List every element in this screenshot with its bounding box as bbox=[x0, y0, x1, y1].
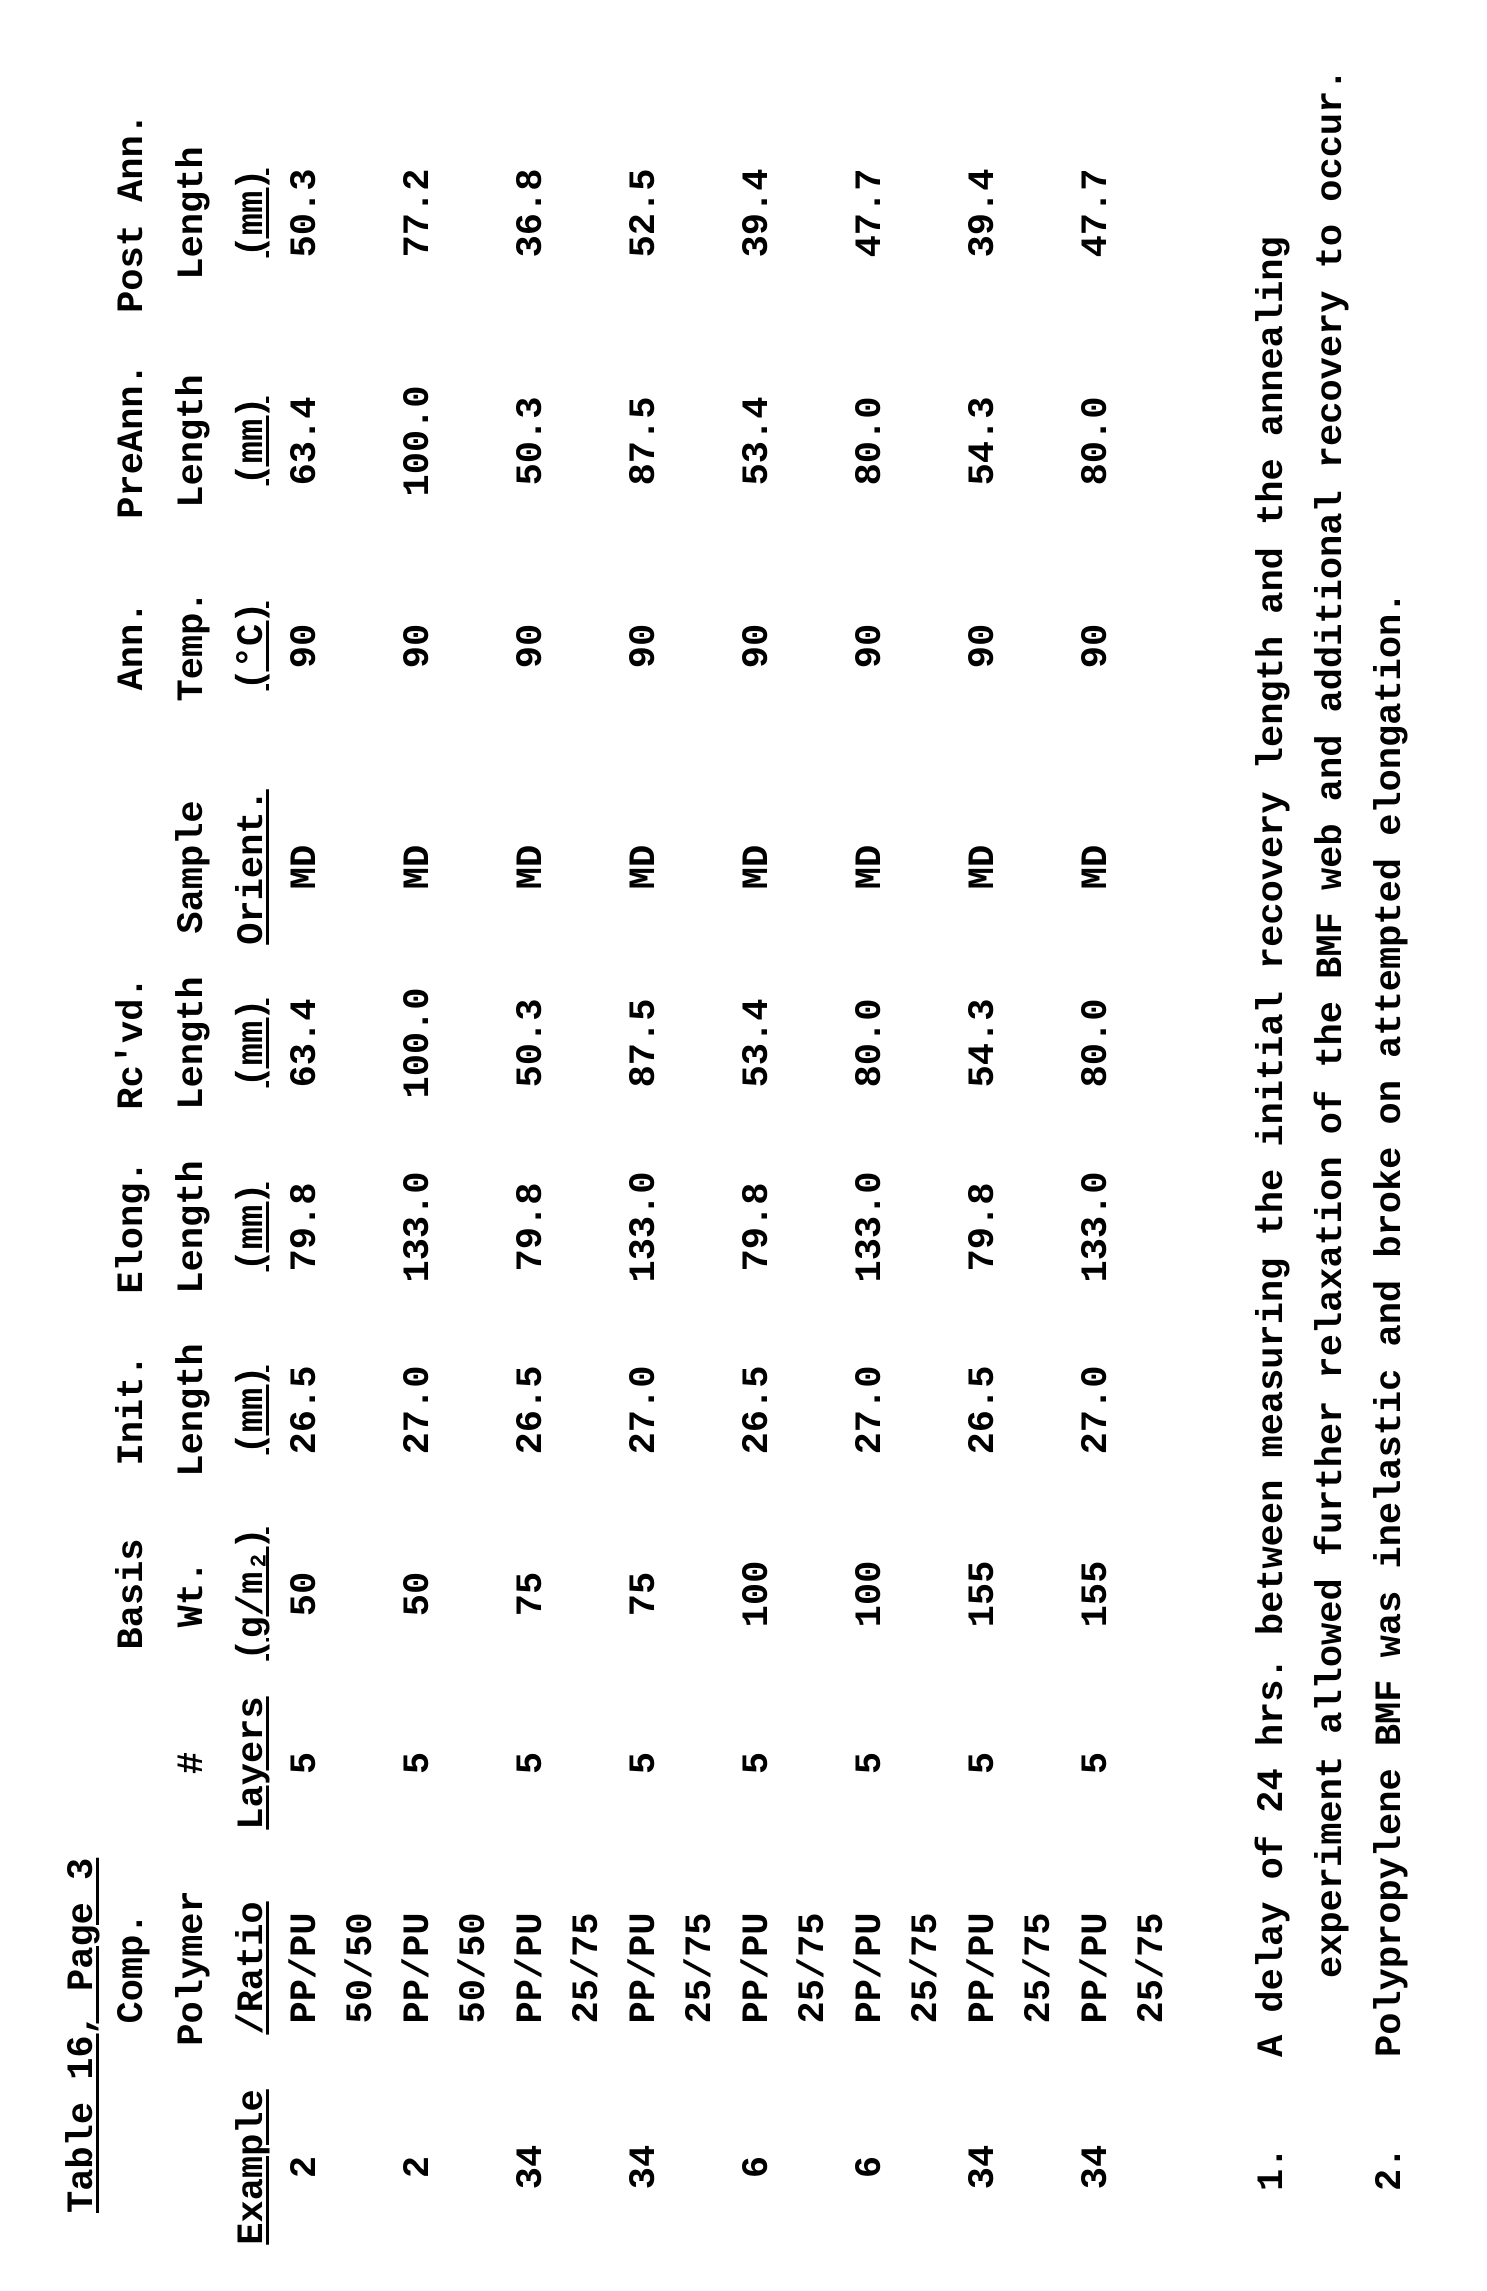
column-header: Sample bbox=[172, 747, 214, 987]
table-cell: 39.4 bbox=[737, 93, 779, 333]
table-cell: PP/PU bbox=[285, 1848, 327, 2088]
table-cell: 2 bbox=[285, 2047, 327, 2287]
table-cell: 26.5 bbox=[737, 1290, 779, 1530]
column-header: Init. bbox=[112, 1290, 154, 1530]
table-cell: 34 bbox=[511, 2047, 553, 2287]
table-cell: 34 bbox=[624, 2047, 666, 2287]
table-cell: 79.8 bbox=[963, 1107, 1005, 1347]
table-cell: 90 bbox=[511, 526, 553, 766]
column-header: (mm) bbox=[232, 321, 274, 561]
table-cell-ratio: 25/75 bbox=[1132, 1848, 1174, 2088]
column-header: Length bbox=[172, 321, 214, 561]
table-cell: MD bbox=[398, 747, 440, 987]
column-header: (g/m₂) bbox=[232, 1474, 274, 1714]
table-cell: PP/PU bbox=[737, 1848, 779, 2088]
table-cell: 133.0 bbox=[1076, 1107, 1118, 1347]
column-header: PreAnn. bbox=[112, 321, 154, 561]
table-cell: 79.8 bbox=[511, 1107, 553, 1347]
table-cell: 100.0 bbox=[398, 923, 440, 1163]
column-header: /Ratio bbox=[232, 1848, 274, 2088]
column-header: Elong. bbox=[112, 1107, 154, 1347]
table-cell-ratio: 50/50 bbox=[454, 1848, 496, 2088]
footnote-number: 1. bbox=[1252, 2147, 1294, 2191]
table-cell: 27.0 bbox=[398, 1290, 440, 1530]
table-cell: 90 bbox=[285, 526, 327, 766]
table-cell: 54.3 bbox=[963, 923, 1005, 1163]
table-cell: 100 bbox=[850, 1474, 892, 1714]
table-cell: MD bbox=[1076, 747, 1118, 987]
table-cell: 90 bbox=[398, 526, 440, 766]
table-cell: 26.5 bbox=[963, 1290, 1005, 1530]
table-cell: 5 bbox=[1076, 1643, 1118, 1883]
table-cell: 155 bbox=[1076, 1474, 1118, 1714]
table-cell: 75 bbox=[511, 1474, 553, 1714]
table-cell: 80.0 bbox=[1076, 923, 1118, 1163]
table-cell: PP/PU bbox=[850, 1848, 892, 2088]
footnote-text: A delay of 24 hrs. between measuring the initial recovery length and the annealing bbox=[1252, 236, 1294, 2057]
footnote-number: 2. bbox=[1370, 2147, 1412, 2191]
table-cell: 90 bbox=[1076, 526, 1118, 766]
table-cell: 87.5 bbox=[624, 321, 666, 561]
footnote-text: Polypropylene BMF was inelastic and broke on attempted elongation. bbox=[1370, 592, 1412, 2057]
column-header: Wt. bbox=[172, 1474, 214, 1714]
table-cell: 80.0 bbox=[850, 923, 892, 1163]
column-header: # bbox=[172, 1643, 214, 1883]
table-cell: 63.4 bbox=[285, 321, 327, 561]
table-cell: PP/PU bbox=[511, 1848, 553, 2088]
table-cell: MD bbox=[624, 747, 666, 987]
table-cell: 80.0 bbox=[850, 321, 892, 561]
table-cell: 90 bbox=[624, 526, 666, 766]
table-cell: 52.5 bbox=[624, 93, 666, 333]
table-cell-ratio: 50/50 bbox=[341, 1848, 383, 2088]
table-cell: 5 bbox=[624, 1643, 666, 1883]
table-cell-ratio: 25/75 bbox=[680, 1848, 722, 2088]
table-cell: 26.5 bbox=[285, 1290, 327, 1530]
table-cell: 75 bbox=[624, 1474, 666, 1714]
column-header: Polymer bbox=[172, 1848, 214, 2088]
table-cell: 5 bbox=[398, 1643, 440, 1883]
table-cell: MD bbox=[737, 747, 779, 987]
table-cell: 27.0 bbox=[1076, 1290, 1118, 1530]
table-cell: PP/PU bbox=[1076, 1848, 1118, 2088]
column-header: Comp. bbox=[112, 1848, 154, 2088]
table-cell: 5 bbox=[285, 1643, 327, 1883]
column-header: Ann. bbox=[112, 526, 154, 766]
rotated-document-page bbox=[0, 0, 1487, 2291]
table-cell-ratio: 25/75 bbox=[1019, 1848, 1061, 2088]
table-cell: 36.8 bbox=[511, 93, 553, 333]
table-cell: 133.0 bbox=[398, 1107, 440, 1347]
table-title: Table 16, Page 3 bbox=[62, 1858, 104, 2213]
table-cell: 50.3 bbox=[511, 321, 553, 561]
table-cell: 79.8 bbox=[737, 1107, 779, 1347]
table-cell: 87.5 bbox=[624, 923, 666, 1163]
table-cell-ratio: 25/75 bbox=[567, 1848, 609, 2088]
table-cell: 6 bbox=[850, 2047, 892, 2287]
table-cell: PP/PU bbox=[398, 1848, 440, 2088]
table-cell: 39.4 bbox=[963, 93, 1005, 333]
table-cell: 26.5 bbox=[511, 1290, 553, 1530]
table-cell: 34 bbox=[963, 2047, 1005, 2287]
column-header: Post Ann. bbox=[112, 93, 154, 333]
table-cell: MD bbox=[511, 747, 553, 987]
column-header: (mm) bbox=[232, 1290, 274, 1530]
table-cell: PP/PU bbox=[963, 1848, 1005, 2088]
table-cell: 133.0 bbox=[850, 1107, 892, 1347]
table-cell: 5 bbox=[850, 1643, 892, 1883]
table-cell: 50 bbox=[398, 1474, 440, 1714]
table-cell: 50.3 bbox=[511, 923, 553, 1163]
column-header: Length bbox=[172, 93, 214, 333]
footnote-text: experiment allowed further relaxation of the BMF web and additional recovery to occur. bbox=[1311, 68, 1353, 1978]
table-cell: MD bbox=[285, 747, 327, 987]
column-header: Layers bbox=[232, 1643, 274, 1883]
table-cell-ratio: 25/75 bbox=[906, 1848, 948, 2088]
column-header: Rc'vd. bbox=[112, 923, 154, 1163]
table-cell: PP/PU bbox=[624, 1848, 666, 2088]
table-cell: 6 bbox=[737, 2047, 779, 2287]
column-header: (mm) bbox=[232, 93, 274, 333]
table-cell: 100.0 bbox=[398, 321, 440, 561]
column-header: Temp. bbox=[172, 526, 214, 766]
table-cell-ratio: 25/75 bbox=[793, 1848, 835, 2088]
table-cell: 100 bbox=[737, 1474, 779, 1714]
column-header: Length bbox=[172, 1290, 214, 1530]
table-cell: 133.0 bbox=[624, 1107, 666, 1347]
table-cell: 47.7 bbox=[850, 93, 892, 333]
table-cell: MD bbox=[963, 747, 1005, 987]
table-cell: 50 bbox=[285, 1474, 327, 1714]
table-cell: 80.0 bbox=[1076, 321, 1118, 561]
table-cell: 90 bbox=[850, 526, 892, 766]
table-cell: 90 bbox=[737, 526, 779, 766]
table-cell: MD bbox=[850, 747, 892, 987]
column-header: Orient. bbox=[232, 747, 274, 987]
table-cell: 53.4 bbox=[737, 923, 779, 1163]
table-cell: 90 bbox=[963, 526, 1005, 766]
table-cell: 5 bbox=[737, 1643, 779, 1883]
table-cell: 27.0 bbox=[850, 1290, 892, 1530]
table-cell: 47.7 bbox=[1076, 93, 1118, 333]
table-cell: 27.0 bbox=[624, 1290, 666, 1530]
column-header: (°C) bbox=[232, 526, 274, 766]
table-cell: 2 bbox=[398, 2047, 440, 2287]
table-cell: 155 bbox=[963, 1474, 1005, 1714]
table-cell: 34 bbox=[1076, 2047, 1118, 2287]
table-cell: 5 bbox=[511, 1643, 553, 1883]
column-header: Basis bbox=[112, 1474, 154, 1714]
table-cell: 54.3 bbox=[963, 321, 1005, 561]
table-cell: 63.4 bbox=[285, 923, 327, 1163]
table-cell: 50.3 bbox=[285, 93, 327, 333]
table-cell: 5 bbox=[963, 1643, 1005, 1883]
table-cell: 53.4 bbox=[737, 321, 779, 561]
table-cell: 77.2 bbox=[398, 93, 440, 333]
column-header: Length bbox=[172, 1107, 214, 1347]
column-header: Example bbox=[232, 2047, 274, 2287]
column-header: (mm) bbox=[232, 1107, 274, 1347]
column-header: Length bbox=[172, 923, 214, 1163]
table-cell: 79.8 bbox=[285, 1107, 327, 1347]
column-header: (mm) bbox=[232, 923, 274, 1163]
